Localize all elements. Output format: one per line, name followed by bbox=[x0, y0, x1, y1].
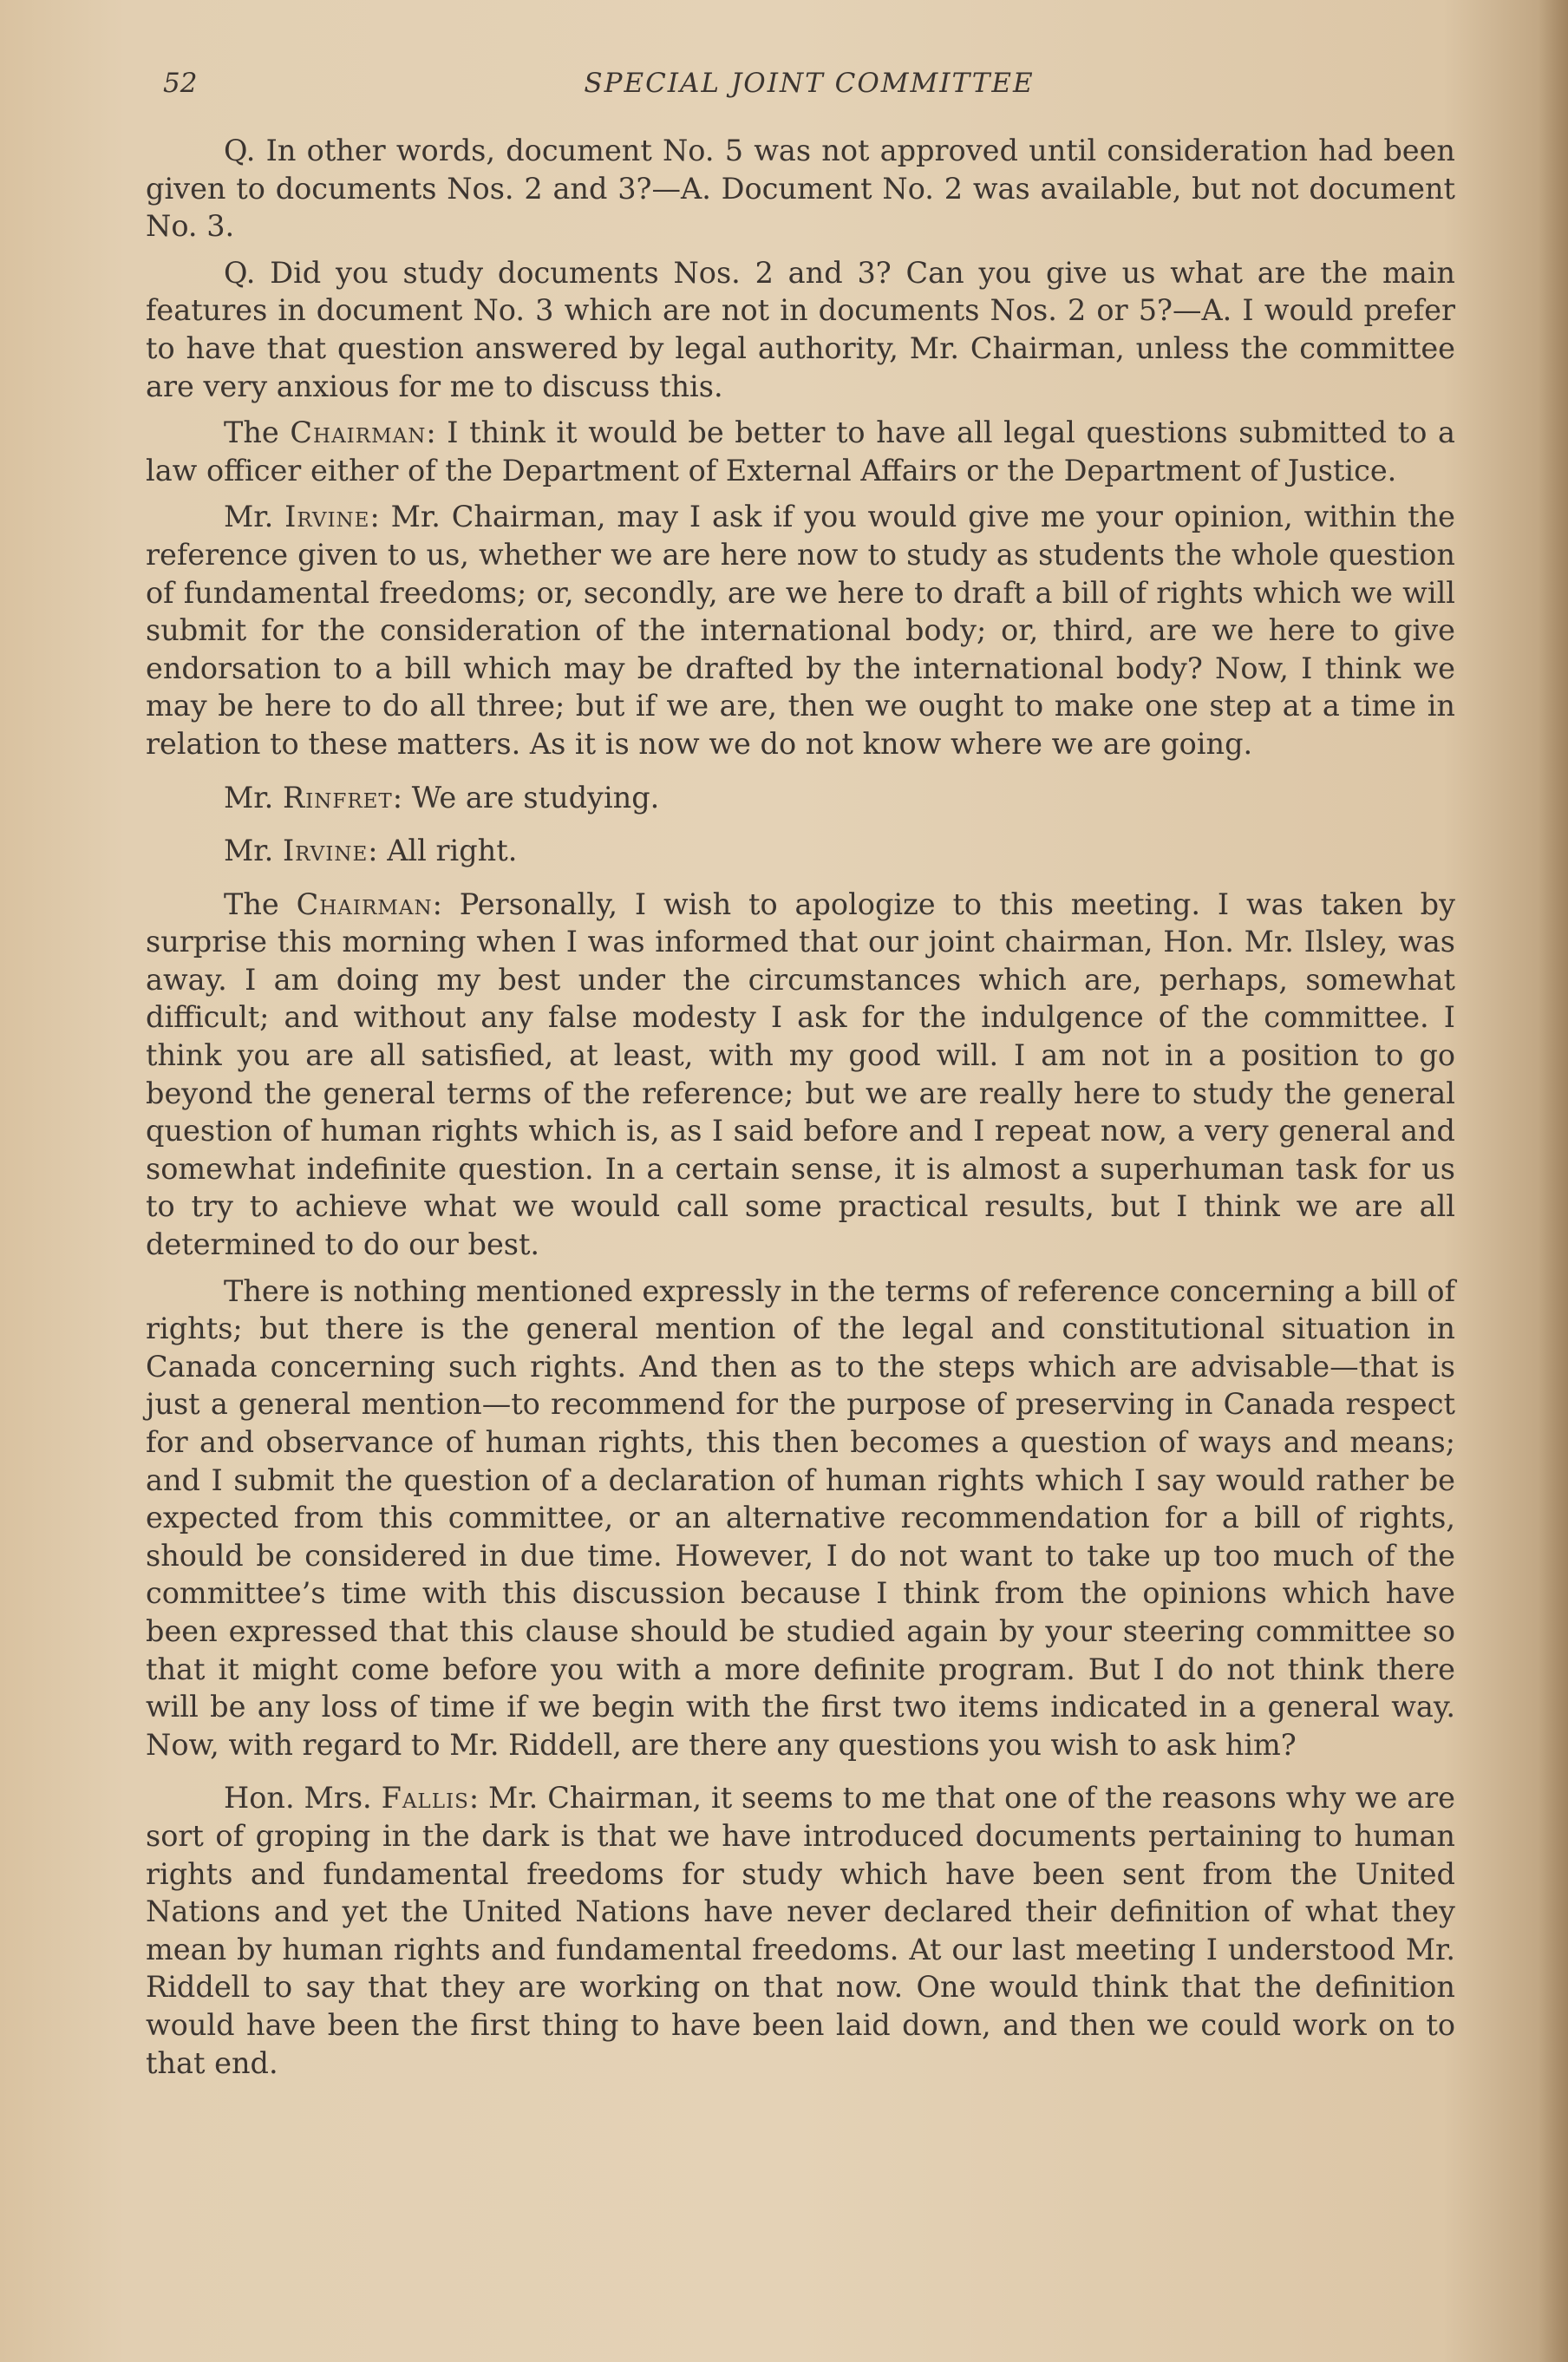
paragraph-question-1: Q. In other words, document No. 5 was not approved until consideration had been given to documents Nos. 2 and 3?—A. Document No. 2 was available, but not document No. 3. bbox=[146, 134, 1455, 244]
speaker-name: Chairman bbox=[290, 415, 427, 450]
page-edge-shadow bbox=[1539, 0, 1568, 2362]
paragraph-rinfret: Mr. Rinfret: We are studying. bbox=[224, 780, 660, 815]
speaker-name: Fallis bbox=[381, 1781, 469, 1816]
page-number: 52 bbox=[163, 68, 198, 99]
paragraph-irvine-1: Mr. Irvine: Mr. Chairman, may I ask if you would give me your opinion, within the reference given to us, whether we are here now to study as students the whole question of fundamental freedoms; or, secondly, are we here to draft a bill of rights which we will submit for the consideration of the international body; or, third, are we here to give endorsation to a bill which may be drafted by the international body? Now, I think we may be here to do all three; but if we are, then we ought to make one step at a time in relation to these matters. As it is now we do not know where we are going. bbox=[146, 500, 1455, 761]
speaker-name: Irvine bbox=[284, 500, 370, 534]
paragraph-chairman-3: There is nothing mentioned expressly in the terms of reference concerning a bill of rights; but there is the general mention of the legal and constitutional situation in Canada concerning such rights. And then as to the steps which are advisable—that is just a general mention—to recommend for the purpose of preserving in Canada respect for and observance of human rights, this then becomes a question of ways and means; and I submit the question of a declaration of human rights which I say would rather be expected from this committee, or an alternative recommendation for a bill of rights, should be considered in due time. However, I do not want to take up too much of the committee’s time with this discussion because I think from the opinions which have been expressed that this clause should be studied again by your steering committee so that it might come before you with a more definite program. But I do not think there will be any loss of time if we begin with the first two items indicated in a general way. Now, with regard to Mr. Riddell, are there any questions you wish to ask him? bbox=[146, 1273, 1455, 1762]
speaker-name: Irvine bbox=[282, 834, 369, 868]
page-header bbox=[163, 68, 1455, 111]
paragraph-chairman-2: The Chairman: Personally, I wish to apologize to this meeting. I was taken by surprise this morning when I was informed that our joint chairman, Hon. Mr. Ilsley, was away. I am doing my best under the circumstances which are, perhaps, somewhat difficult; and without any false modesty I ask for the indulgence of the committee. I think you are all satisfied, at least, with my good will. I am not in a position to go beyond the general terms of the reference; but we are really here to study the general question of human rights which is, as I said before and I repeat now, a very general and somewhat indefinite question. In a certain sense, it is almost a superhuman task for us to try to achieve what we would call some practical results, but I think we are all determined to do our best. bbox=[146, 887, 1455, 1262]
running-head: SPECIAL JOINT COMMITTEE bbox=[584, 68, 1035, 99]
paragraph-fallis: Hon. Mrs. Fallis: Mr. Chairman, it seems to me that one of the reasons why we are sort of groping in the dark is that we have introduced documents pertaining to human rights and fundamental freedoms for study which have been sent from the United Nations and yet the United Nations have never declared their definition of what they mean by human rights and fundamental freedoms. At our last meeting I understood Mr. Riddell to say that they are working on that now. One would think that the definition would have been the first thing to have been laid down, and then we could work on to that end. bbox=[146, 1781, 1456, 2080]
speaker-name: Rinfret bbox=[282, 780, 393, 815]
paragraph-question-2: Q. Did you study documents Nos. 2 and 3? Can you give us what are the main features in document No. 3 which are not in documents Nos. 2 or 5?—A. I would prefer to have that question answered by legal authority, Mr. Chairman, unless the committee are very anxious for me to discuss this. bbox=[146, 255, 1455, 403]
paragraph-chairman-1: The Chairman: I think it would be better to have all legal questions submitted to a law officer either of the Department of External Affairs or the Department of Justice. bbox=[146, 415, 1455, 487]
speaker-name: Chairman bbox=[296, 887, 433, 921]
paragraph-irvine-2: Mr. Irvine: All right. bbox=[224, 834, 518, 868]
body-text bbox=[146, 132, 1455, 2082]
